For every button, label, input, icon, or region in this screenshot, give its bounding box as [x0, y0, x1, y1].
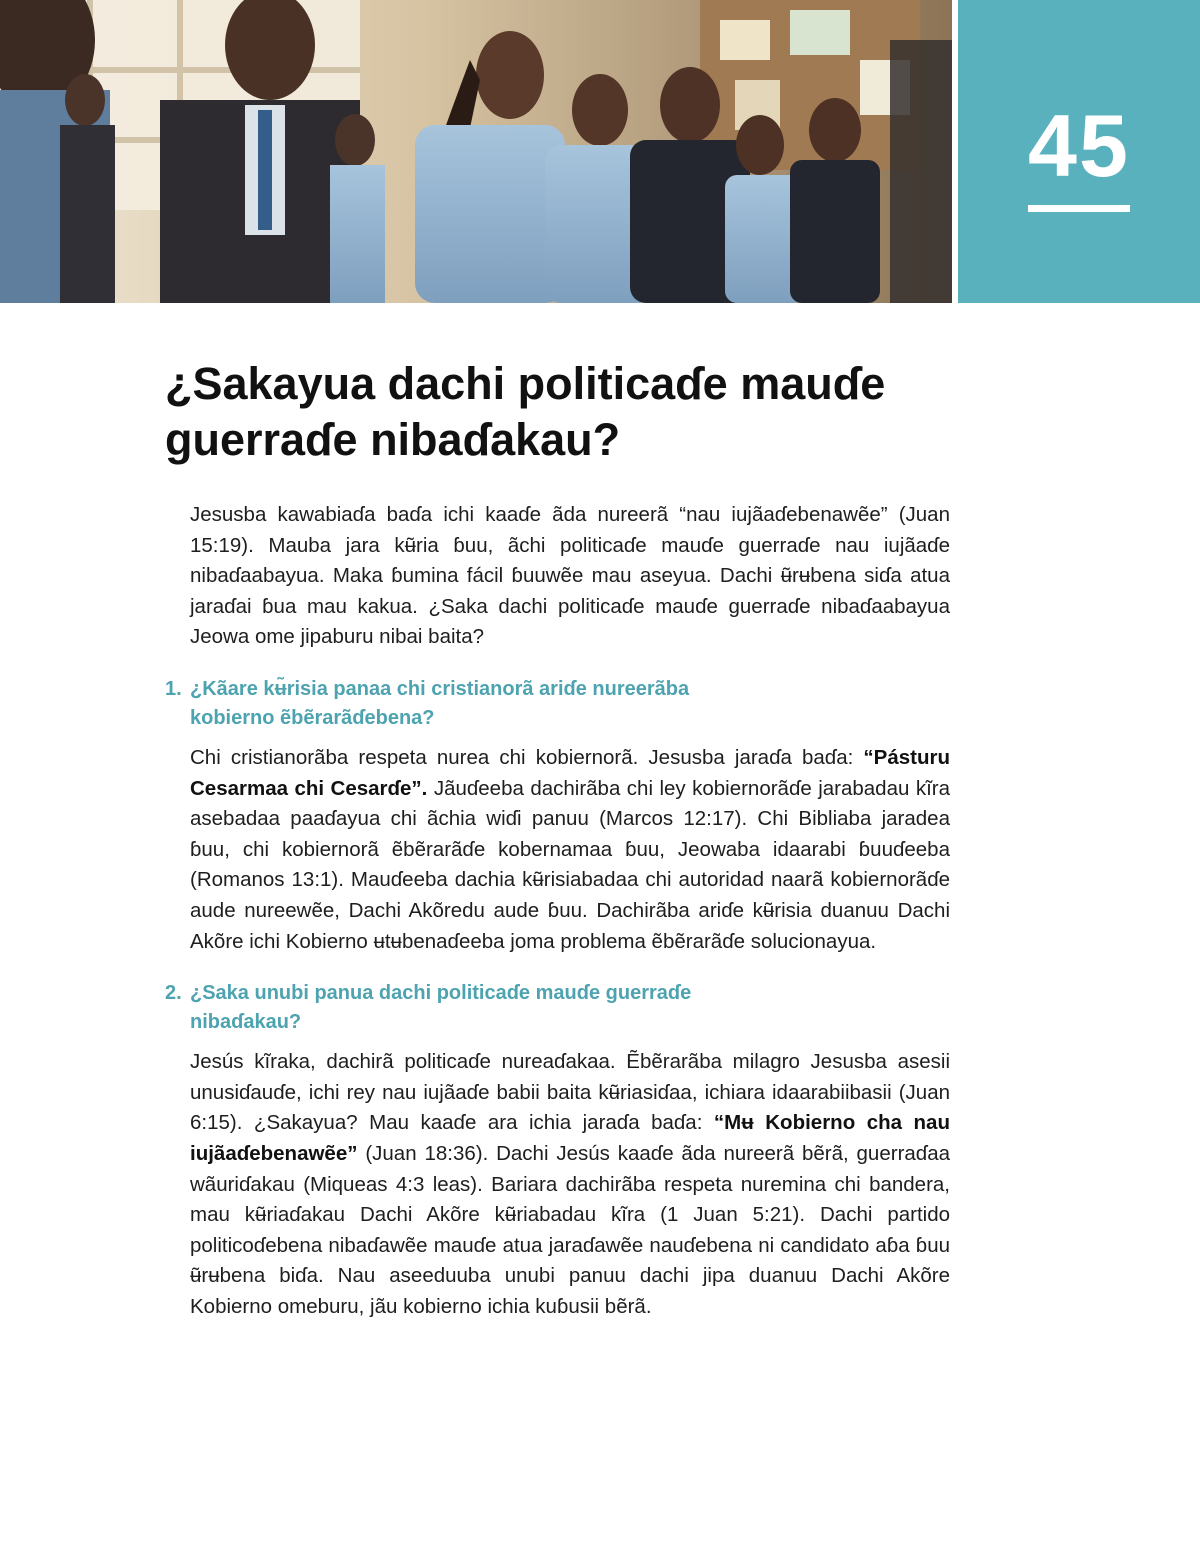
- question-text: ¿Kãare kʉ̃risia panaa chi cristianorã ariɗe nureerãba kobierno ẽbẽrarãɗebena?: [190, 677, 690, 729]
- answer-text: (Juan 18:36). Dachi Jesús kaaɗe ãda nureerã bẽrã, guerraɗaa wãuriɗakau (Miqueas 4:3 leas). Bariara dachirãba respeta nuremina chi bandera, mau kʉ̃riaɗakau Dachi Akõre kʉ̃riabadau kĩra (1 Juan 5:21). Dachi partido politicoɗebena nibaɗawẽe mauɗe atua jaraɗawẽe nauɗebena ni candidato aɓa ɓuu ʉ̃rʉbena biɗa. Nau aseeduuba unubi panuu dachi jipa duanuu Dachi Akõre Kobierno omeburu, jãu kobierno ichia kuɓusii bẽrã.: [190, 1141, 950, 1318]
- scripture-quote: “Mʉ Kobierno cha nau iujãaɗebenawẽe”: [190, 1111, 950, 1165]
- lesson-number-badge: [958, 0, 1200, 303]
- answer-paragraph-1: [190, 743, 950, 957]
- hero-photo: [0, 0, 952, 303]
- answer-paragraph-2: [190, 1047, 950, 1322]
- answer-text: Jãuɗeeba dachirãba chi ley kobiernorãɗe jarabadau kĩra asebadaa paaɗayua chi ãchia wiɗi panuu (Marcos 12:17). Chi Bibliaba jaradea ɓuu, chi kobiernorã ẽbẽrarãɗe kobernamaa ɓuu, Jeowaba idaarabi ɓuuɗeeba (Romanos 13:1). Mauɗeeba dachia kʉ̃risiabadaa chi autoridad naarã kobiernorãɗe aude nureewẽe, Dachi Akõredu aude ɓuu. Dachirãba ariɗe kʉ̃risia duanuu Dachi Akõre ichi Kobierno ʉtʉbenaɗeeba joma problema ẽbẽrarãɗe solucionayua.: [190, 776, 950, 953]
- students-saluting-flag-illustration: [0, 0, 952, 303]
- question-heading-2: [165, 979, 950, 1037]
- page-title: ¿Sakayua dachi politicaɗe mauɗe guerraɗe nibaɗakau?: [165, 358, 886, 465]
- answer-text: Chi cristianorãba respeta nurea chi kobiernorã. Jesusba jaraɗa baɗa:: [190, 745, 864, 769]
- intro-paragraph: Jesusba kawabiaɗa baɗa ichi kaaɗe ãda nureerã “nau iujãaɗebenawẽe” (Juan 15:19). Mauba jara kʉ̃ria ɓuu, ãchi politicaɗe mauɗe guerraɗe nau iujãaɗe nibaɗaabayua. Maka ɓumina fácil ɓuuwẽe mau aseyua. Dachi ʉ̃rʉbena siɗa atua jaraɗai ɓua mau kakua. ¿Saka dachi politicaɗe mauɗe guerraɗe nibaɗaabayua Jeowa ome jipaburu nibai baita?: [190, 503, 950, 649]
- question-number: 1.: [165, 677, 182, 700]
- question-number: 2.: [165, 982, 182, 1005]
- lesson-number-underline: [1028, 205, 1130, 212]
- scripture-quote: “Pásturu Cesarmaa chi Cesarɗe”.: [190, 745, 950, 800]
- question-heading-1: [165, 675, 950, 733]
- lesson-body: [165, 500, 950, 1322]
- question-text: ¿Saka unubi panua dachi politicaɗe mauɗe guerraɗe nibaɗakau?: [190, 982, 692, 1034]
- lesson-number: 45: [1028, 96, 1130, 195]
- answer-text: Jesús kĩraka, dachirã politicaɗe nureaɗakaa. Ẽbẽrarãba milagro Jesusba asesii unusiɗauɗe, ichi rey nau iujãaɗe babii baita kʉ̃riasiɗaa, ichiara idaarabiibasii (Juan 6:15). ¿Sakayua? Mau kaaɗe ara ichia jaraɗa baɗa:: [190, 1050, 950, 1135]
